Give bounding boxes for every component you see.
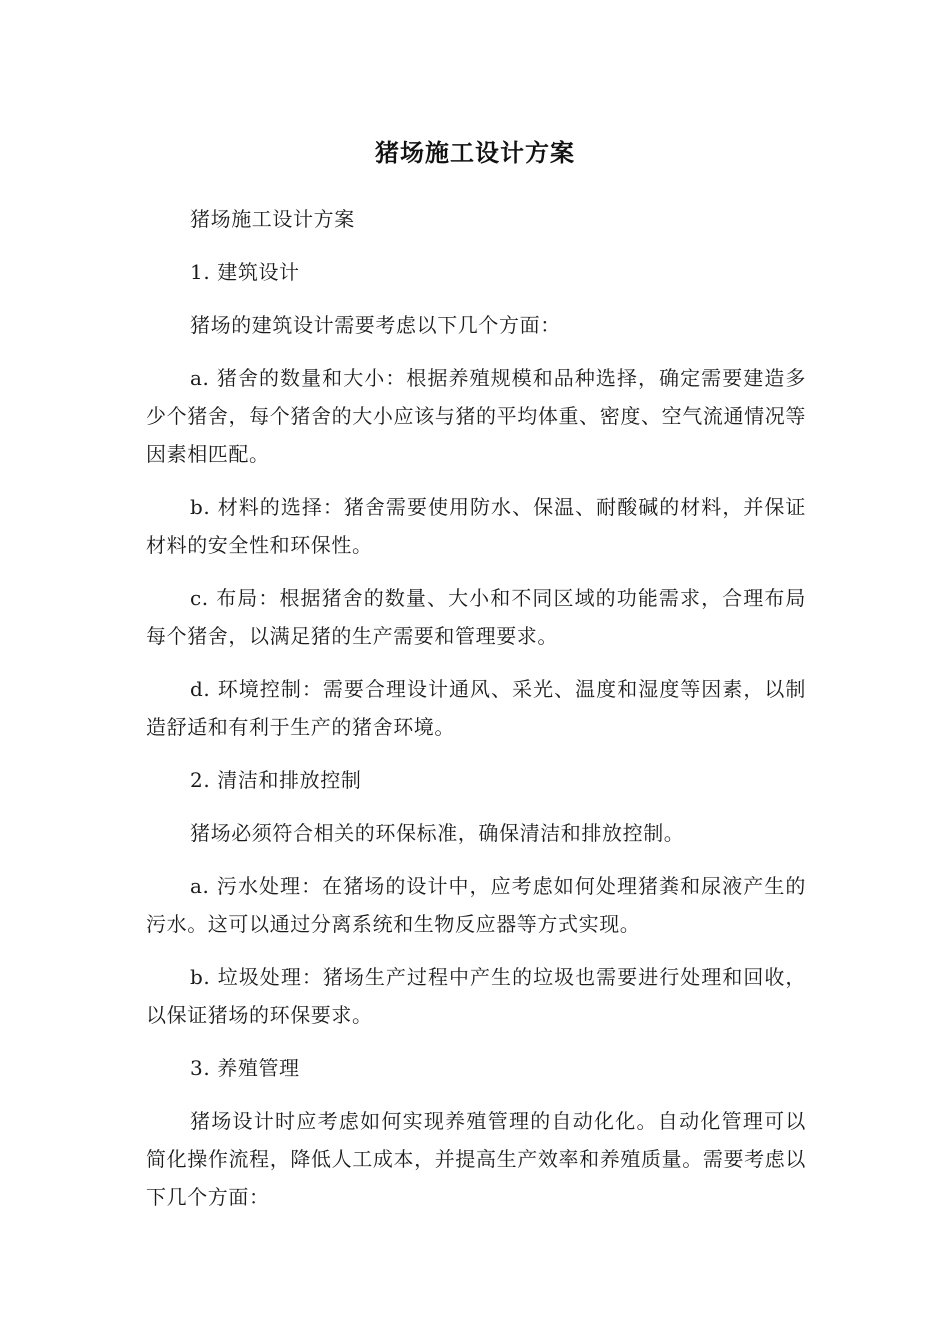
heading-cleaning-emission: 2. 清洁和排放控制 [190,768,362,792]
paragraph-breeding-intro: 猪场设计时应考虑如何实现养殖管理的自动化化。自动化管理可以简化操作流程，降低人工成本，并提高生产效率和养殖质量。需要考虑以下几个方面： [146,1109,806,1209]
paragraph-item-a-pigpen-size: a. 猪舍的数量和大小：根据养殖规模和品种选择，确定需要建造多少个猪舍，每个猪舍的大小应该与猪的平均体重、密度、空气流通情况等因素相匹配。 [146,366,806,466]
document-body [146,200,806,1231]
paragraph-item-a-wastewater: a. 污水处理：在猪场的设计中，应考虑如何处理猪粪和尿液产生的污水。这可以通过分离系统和生物反应器等方式实现。 [146,874,806,936]
heading-breeding-management: 3. 养殖管理 [190,1056,300,1080]
paragraph-cleaning-intro: 猪场必须符合相关的环保标准，确保清洁和排放控制。 [190,821,685,845]
paragraph-item-d-environment: d. 环境控制：需要合理设计通风、采光、温度和湿度等因素，以制造舒适和有利于生产的猪舍环境。 [146,677,806,739]
paragraph-item-b-garbage: b. 垃圾处理：猪场生产过程中产生的垃圾也需要进行处理和回收，以保证猪场的环保要求。 [146,965,806,1027]
paragraph-item-c-layout: c. 布局：根据猪舍的数量、大小和不同区域的功能需求，合理布局每个猪舍，以满足猪的生产需要和管理要求。 [146,586,806,648]
paragraph-item-b-materials: b. 材料的选择：猪舍需要使用防水、保温、耐酸碱的材料，并保证材料的安全性和环保性。 [146,495,806,557]
paragraph-architecture-intro: 猪场的建筑设计需要考虑以下几个方面： [190,313,561,337]
paragraph-subtitle: 猪场施工设计方案 [190,207,355,231]
heading-architecture-design: 1. 建筑设计 [190,260,300,284]
document-title: 猪场施工设计方案 [375,139,575,167]
